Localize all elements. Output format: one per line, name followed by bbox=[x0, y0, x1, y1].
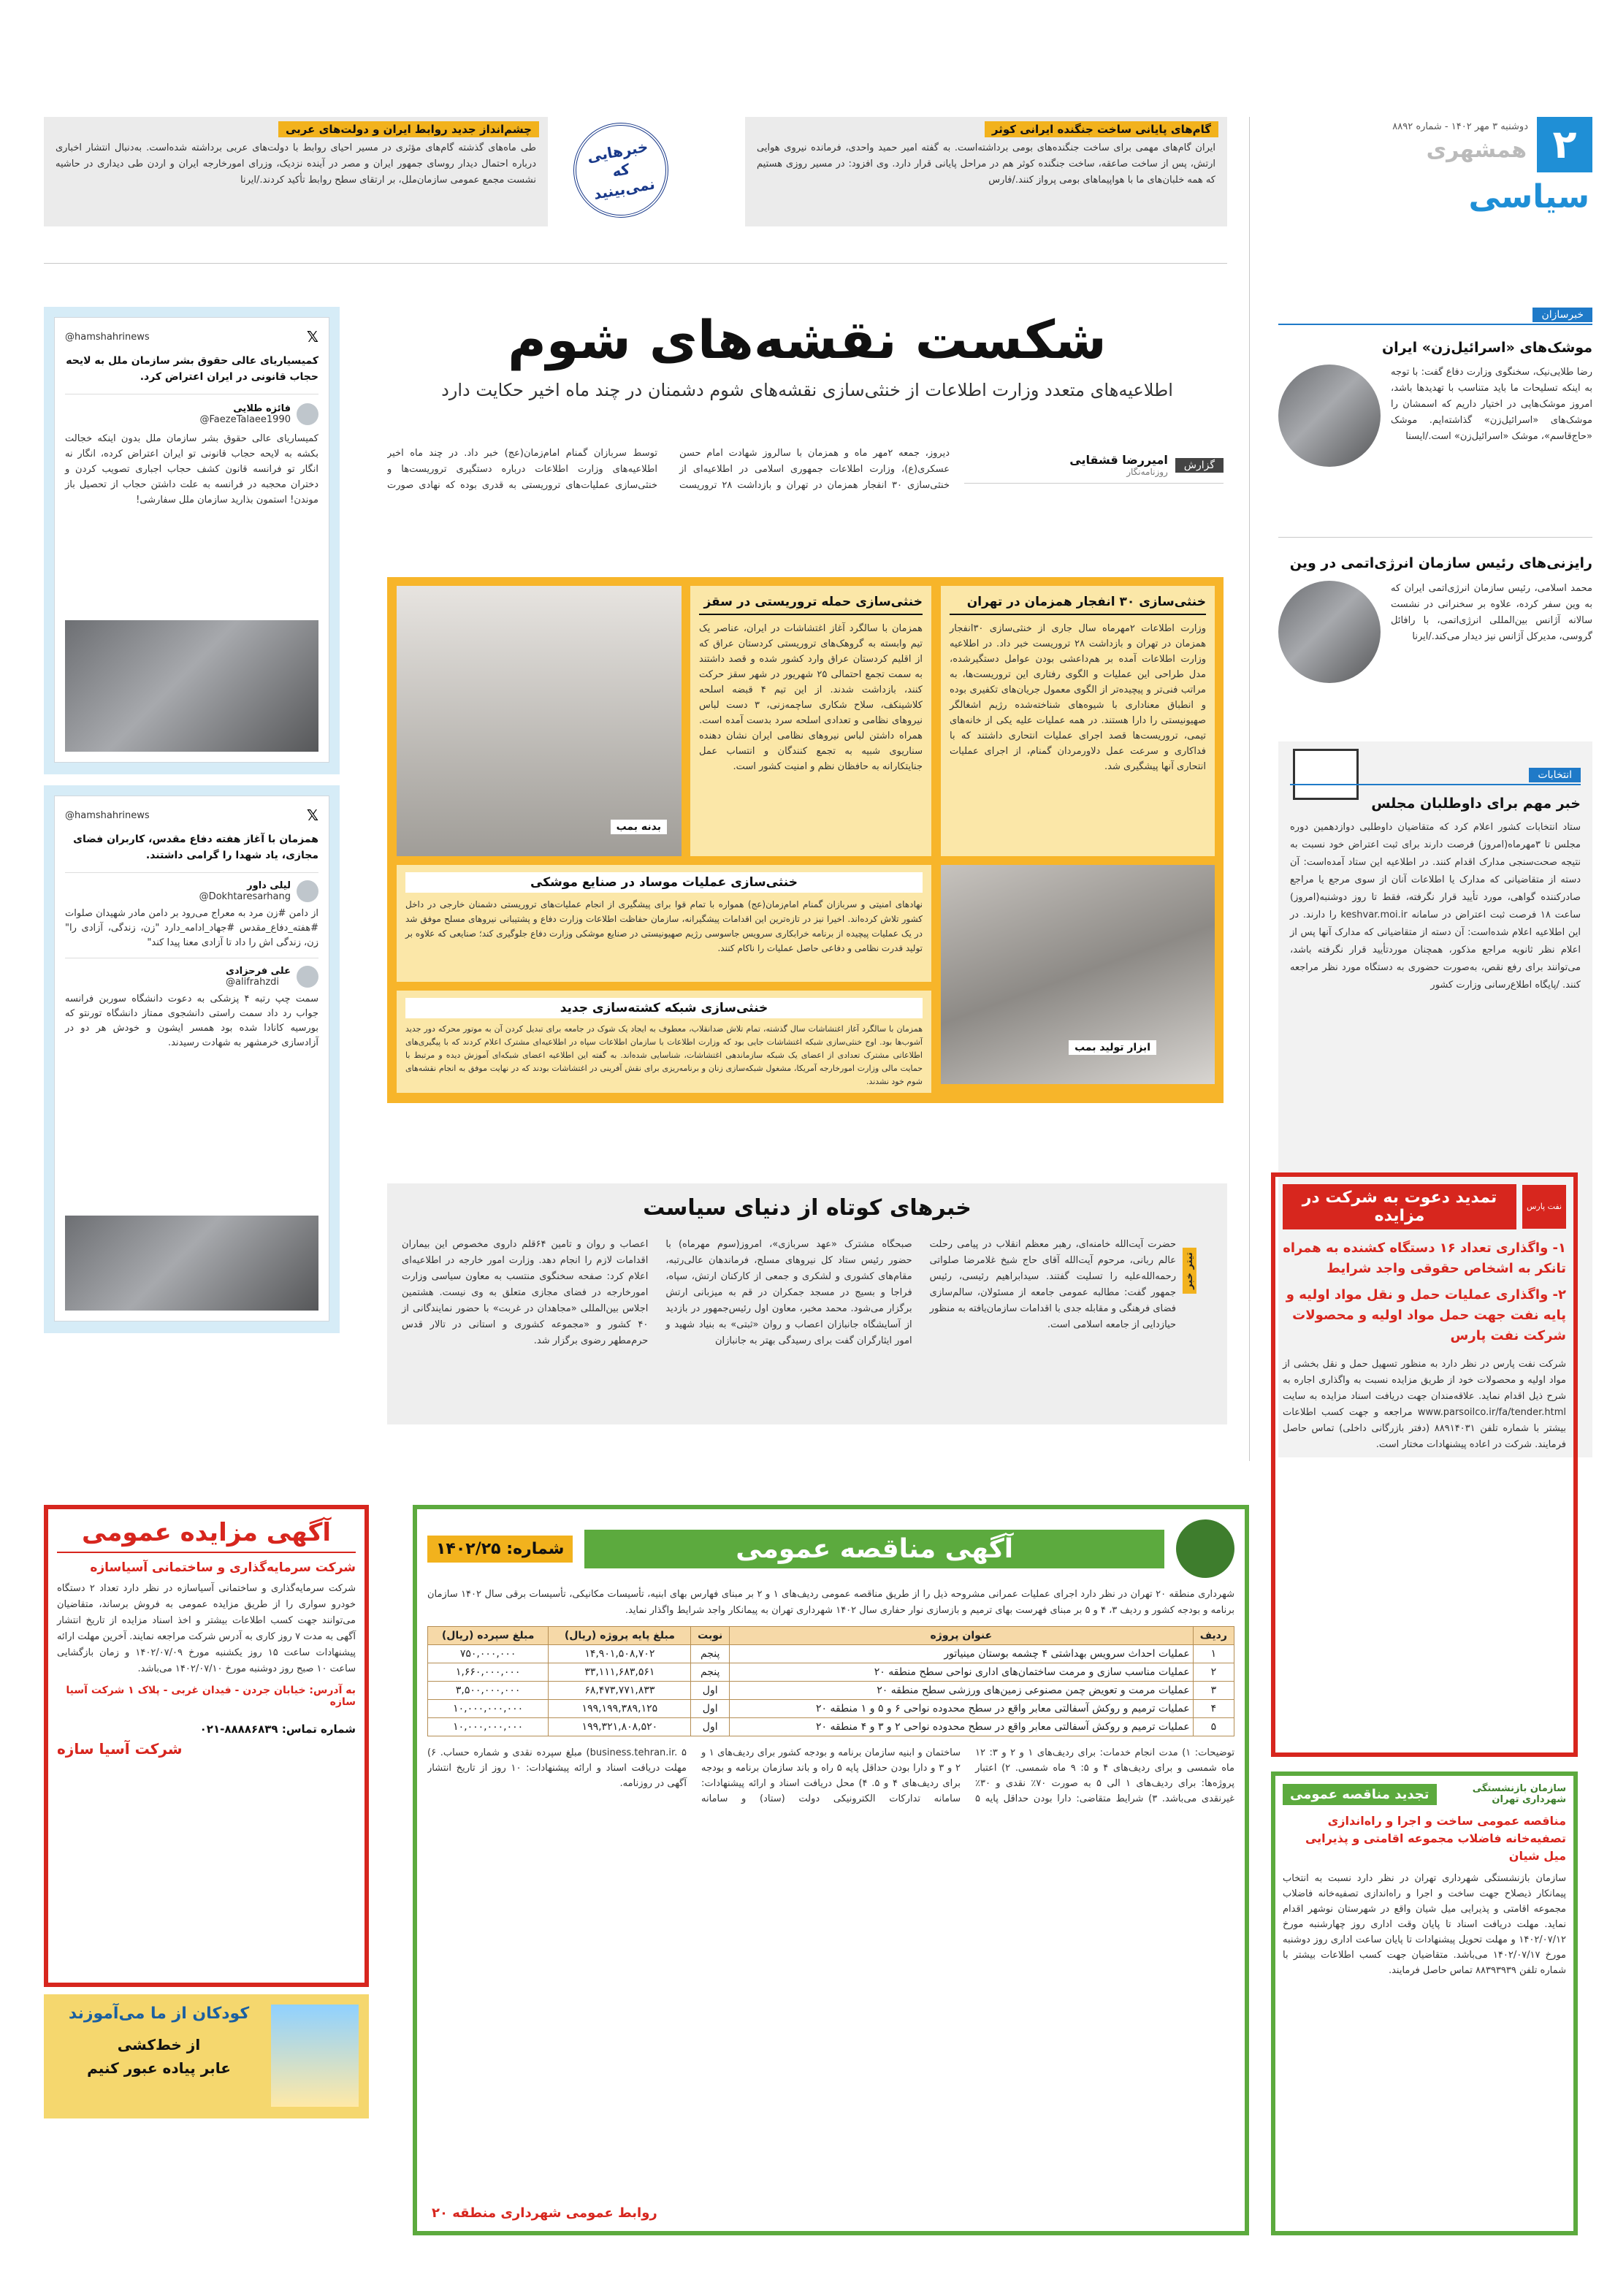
newspaper-name: همشهری bbox=[1426, 137, 1527, 163]
main-lead: دیروز، جمعه ۲مهر ماه و همزمان با سالروز شهادت امام حسن عسکری(ع)، وزارت اطلاعات جمهوری اسلامی در اطلاعیه‌ای از خنثی‌سازی ۳۰ انفجار همزمان در تهران و بازداشت ۲۸ تروریست توسط سربازان گمنام امام‌زمان(عج) خبر داد. در چند ماه اخیر اطلاعیه‌های وزارت اطلاعات درباره دستگیری تروریست‌ها و خنثی‌سازی عملیات‌های تروریستی به قدری بوده که نهادی صورت bbox=[387, 448, 950, 491]
report-box bbox=[964, 453, 1224, 541]
report-label: گزارش bbox=[1175, 458, 1224, 473]
cell: ۳۳,۱۱۱,۶۸۳,۵۶۱ bbox=[549, 1663, 691, 1682]
photo-caption-2: بدنه بمب bbox=[611, 820, 667, 834]
bomb-body-photo bbox=[397, 586, 682, 856]
top-news-right bbox=[745, 117, 1227, 226]
ad-right-item2: ۲- واگذاری عملیات حمل و نقل مواد اولیه و پایه نفت جهت حمل مواد اولیه و محصولات شرکت نفت پارس bbox=[1286, 1287, 1566, 1343]
table-row bbox=[428, 1682, 1234, 1700]
box2 bbox=[690, 586, 931, 856]
ad-green-title: آگهی مناقصه عمومی bbox=[584, 1530, 1164, 1568]
top-news-right-tag: گام‌های پایانی ساخت جنگنده ایرانی کوثر bbox=[985, 121, 1218, 137]
box1 bbox=[941, 586, 1215, 856]
tweet2-user1-handle[interactable]: @Dokhtaresarhang bbox=[199, 891, 291, 902]
cell: پنجم bbox=[691, 1645, 730, 1663]
ad-green2-subtitle: مناقصه عمومی ساخت و اجرا و راه‌اندازی تصفیه‌خانه فاضلاب مجموعه اقامتی و پذیرایی میل شیان bbox=[1305, 1814, 1566, 1863]
ad-red-footer: شرکت آسیا سازه bbox=[57, 1740, 183, 1758]
cell: ۲ bbox=[1193, 1663, 1234, 1682]
cell: ۵ bbox=[1193, 1718, 1234, 1736]
box4-title: خنثی‌سازی شبکه کشته‌سازی جدید bbox=[405, 998, 923, 1018]
cell: ۱,۶۶۰,۰۰۰,۰۰۰ bbox=[428, 1663, 549, 1682]
tweets-column-2 bbox=[44, 785, 340, 1333]
short-news-title: خبرهای کوتاه از دنیای سیاست bbox=[643, 1195, 972, 1221]
tweet2-title: همزمان با آغاز هفته دفاع مقدس، کاربران فضای مجازی، یاد شهدا را گرامی داشتند. bbox=[73, 834, 318, 861]
feature-box bbox=[387, 577, 1224, 1103]
box4-text: همزمان با سالگرد آغاز اغتشاشات سال گذشته، تمام تلاش ضدانقلاب، معطوف به ایجاد یک شوک در جامعه برای تبدیل کردن آن به موتور محرکه دور جدید آشوب‌ها بود. اوج خنثی‌سازی شبکه اغتشاشات جایی بود که وزارت اطلاعات با سازمان اطلاعات سپاه در اطلاعیه‌ای مشترک اعلام کردند که با پیگیری‌های اطلاعاتی مشترک تعدادی از اعضای یک شبکه سازماندهی اغتشاشات، شناسایی شده‌اند. به گفته این اطلاعیه اعضای شبکه‌ای آموزش دیده و مرتبط با حمایت مالی وزارت امورخارجه آمریکا، مشغول شبکه‌سازی زنان و برنامه‌ریزی برای نقش آفرینی در اغتشاشات بودند که در نهایت موفق به انجام نقشه‌های شوم خود نشدند. bbox=[405, 1024, 923, 1086]
tehran-municipality-logo bbox=[1176, 1519, 1234, 1578]
cell: ۱۴,۹۰۱,۵۰۸,۷۰۲ bbox=[549, 1645, 691, 1663]
stamp-text: خبرهایی که نمی‌بینید bbox=[585, 137, 657, 203]
ad-red-company: شرکت سرمایه‌گذاری و ساختمانی آسیاسازه bbox=[90, 1560, 356, 1575]
tweet-user-text: کمیساریای عالی حقوق بشر سازمان ملل بدون اینکه خجالت بکشه به لایحه حجاب قانونی تو ایران اعتراض کرده، انگار نه انگار تو فرانسه قانون کشف حجاب اجباری تصویب کردن و دختران محجبه در فرانسه به علت داشتن حجاب از تحصیل باز موندن! استمون بذارید سازمان ملل سفارشی! bbox=[65, 433, 318, 506]
cell: ۱۹۹,۳۲۱,۸۰۸,۵۲۰ bbox=[549, 1718, 691, 1736]
ad-green-notes: توضیحات: ۱) مدت انجام خدمات: برای ردیف‌های ۱ و ۲ و ۳: ۱۲ ماه شمسی و برای ردیف‌های ۴ و ۵: ۹ ماه شمسی. ۲) اعتبار پروژه‌ها: برای ردیف‌های ۱ الی ۵ به صورت ۷۰٪ نقدی و ۳۰٪ غیرنقدی می‌باشد. ۳) شرایط متقاضی: دارا بودن حداقل پایه ۵ ساختمان و ابنیه سازمان برنامه و بودجه کشور برای ردیف‌های ۱ و ۲ و ۳ و دارا بودن حداقل پایه ۵ راه و باند سازمان برنامه و بودجه برای ردیف‌های ۴ و ۵. ۴) محل دریافت اسناد و ارائه پیشنهادات: سامانه تدارکات الکترونیکی دولت (ستاد) و سامانه business.tehran.ir. ۵) مبلغ سپرده نقدی و شماره حساب. ۶) مهلت دریافت اسناد و ارائه پیشنهادات: ۱۰ روز از تاریخ انتشار آگهی در روزنامه. bbox=[427, 1747, 1234, 1804]
cell: عملیات ترمیم و روکش آسفالتی معابر واقع در سطح محدوده نواحی ۲ و ۳ و ۴ منطقه ۲۰ bbox=[729, 1718, 1193, 1736]
parsoil-logo: نفت پارس bbox=[1522, 1185, 1566, 1229]
x-logo-icon: 𝕏 bbox=[306, 328, 318, 346]
cell: پنجم bbox=[691, 1663, 730, 1682]
page-number: ۲ bbox=[1537, 117, 1592, 172]
table-row bbox=[428, 1663, 1234, 1682]
cell: ۳ bbox=[1193, 1682, 1234, 1700]
main-lead-visible bbox=[387, 446, 950, 453]
ad-right-body: شرکت نفت پارس در نظر دارد به منظور تسهیل حمل و نقل بخشی از مواد اولیه و محصولات خود از طریق مزایده نسبت به واگذاری اجاره به شرح ذیل اقدام نماید. علاقه‌مندان جهت دریافت اسناد مزایده به سایت www.parsoilco.ir/fa/tender.html مراجعه و جهت کسب اطلاعات بیشتر با شماره تلفن ۸۸۹۱۴۰۳۱ (دفتر بازرگانی داخلی) تماس حاصل فرمایند. شرکت در اعاده پیشنهادات مختار است. bbox=[1283, 1359, 1566, 1450]
sidebar-tag-elections: انتخابات bbox=[1529, 768, 1581, 782]
photo-caption-1: ابزار تولید بمب bbox=[1069, 1040, 1156, 1055]
box2-text: همزمان با سالگرد آغاز اغتشاشات در ایران، عناصر یک تیم وابسته به گروهک‌های تروریستی کردستان عراق که از اقلیم کردستان عراق وارد کشور شده و قصد داشتند به سمت تجمع احتمالی ۲۵ شهریور در شهر سقز حرکت کنند، بازداشت شدند. از این تیم ۴ قبضه اسلحه کلاشینکف، سلاح شکاری ساچمه‌زنی، ۳ دست لباس نیروهای نظامی و تعدادی اسلحه سرد بدست آمده است. همراه داشتن لباس نیروهای نظامی ایران نشان دهنده سناریوی شبیه به تجمع کنندگان و انتساب عمل جنایتکارانه به حافظان نظم و امنیت کشور است. bbox=[699, 623, 923, 772]
ad-right-title: تمدید دعوت به شرکت در مزایده bbox=[1283, 1184, 1516, 1229]
top-news-right-text: ایران گام‌های مهمی برای ساخت جنگنده‌های بومی برداشته‌است. به گفته امیر حمید واحدی، فرمانده نیروی هوایی ارتش، پس از ساخت صاعقه، ساخت جنگنده کوثر هم در مراحل پایانی قرار دارد. وی افزود: در مسیر روزی هستیم که همه خلبان‌های ما با هواپیماهای بومی پرواز کنند./فارس bbox=[757, 142, 1215, 186]
cell: اول bbox=[691, 1682, 730, 1700]
table-row bbox=[428, 1700, 1234, 1718]
box3-text: نهادهای امنیتی و سربازان گمنام امام‌زمان(عج) همواره با تمام قوا برای پیشگیری از انجام عملیات‌های تروریستی دشمنان خارجی در داخل کشور تلاش کرده‌اند. اخیرا نیز در تازه‌ترین این اقدامات پیشگیرانه، سازمان حفاظت اطلاعات وزارت دفاع و پشتیبانی نیروهای مسلح موفق شد در یک عملیات پیچیده از برنامه خرابکاری سرویس جاسوسی رژیم صهیونیستی در صنایع موشکی وزارت دفاع جلوگیری کند؛ صنایعی که علاوه بر تولید قدرت نظامی و دفاعی حاصل عملیات را ناکام کنند. bbox=[405, 899, 923, 953]
top-news-left bbox=[44, 117, 548, 226]
cell: عملیات مناسب سازی و مرمت ساختمان‌های اداری نواحی سطح منطقه ۲۰ bbox=[729, 1663, 1193, 1682]
cell: ۱۹۹,۱۹۹,۳۸۹,۱۲۵ bbox=[549, 1700, 691, 1718]
main-subhead: اطلاعیه‌های متعدد وزارت اطلاعات از خنثی‌سازی نقشه‌های شوم دشمنان در چند ماه اخیر حکایت دارد bbox=[441, 380, 1173, 400]
top-news-left-text: طی ماه‌های گذشته گام‌های مؤثری در مسیر احیای روابط با دولت‌های عربی برداشته شده‌است. به‌دنبال انتشار اخباری درباره احتمال دیدار روسای جمهور ایران و مصر در آینده نزدیک، وزرای امورخارجه ایران و اردن طی دیداری در حاشیه نشست مجمع عمومی سازمان‌ملل، بر ارتقای سطح روابط تأکید کردند./ایرنا bbox=[56, 142, 536, 186]
short-news bbox=[387, 1183, 1227, 1424]
box1-text: وزارت اطلاعات ۲مهرماه سال جاری از خنثی‌سازی ۳۰انفجار همزمان در تهران و بازداشت ۲۸ تروریست خبر داد. در اطلاعیه وزارت اطلاعات آمده بر هم‌داعشی بودن عوامل دستگیرشده، مدل طراحی این عملیات و الگوی رفتاری این تروریست‌ها، به مراتب فنی‌تر و پیچیده‌تر از الگوی معمول جریان‌های تکفیری بوده و انطباق معناداری با شیوه‌های شناخته‌شده رژیم اشغالگر صهیونیستی را دارا هستند. در همه عملیات علیه یکی از خانه‌های تیمی، تروریست‌ها قصد اجرای عملیات انتحاری داشتند که با فداکاری و سرعت عمل دلاورمردان گمنام، از اجرای عملیات انتحاری آنها پیشگیری شد. bbox=[950, 623, 1206, 772]
ad-red-title: آگهی مزایده عمومی bbox=[57, 1518, 356, 1553]
user-avatar bbox=[297, 403, 318, 425]
th-base-amount: مبلغ پایه پروژه (ریال) bbox=[549, 1627, 691, 1645]
cell: عملیات ترمیم و روکش آسفالتی معابر واقع در سطح محدوده نواحی ۶ و ۵ و ۱ منطقه ۲۰ bbox=[729, 1700, 1193, 1718]
cell: عملیات مرمت و تعویض چمن مصنوعی زمین‌های ورزشی سطح منطقه ۲۰ bbox=[729, 1682, 1193, 1700]
x-logo-icon: 𝕏 bbox=[306, 806, 318, 824]
th-deposit: مبلغ سپرده (ریال) bbox=[428, 1627, 549, 1645]
tweet2-user2-name: علی فرحزادی bbox=[226, 966, 291, 977]
ad-green-tender bbox=[413, 1505, 1249, 2235]
ad-green-body: شهرداری منطقه ۲۰ تهران در نظر دارد اجرای عملیات عمرانی مشروحه ذیل را از طریق مناقصه عمومی ردیف‌های ۱ و ۲ بر مبنای فهارس بهای ابنیه، تأسیسات مکانیکی، تأسیسات برقی سال ۱۴۰۲ سازمان برنامه و بودجه کشور و ردیف ۳، ۴ و ۵ بر مبنای فهرست بهای ترمیم و بازسازی نوار حفاری سال ۱۴۰۲ شهرداری تهران به پیمانکار واجد شرایط واگذار نماید. bbox=[427, 1589, 1234, 1616]
ad-kids-title: کودکان از ما می‌آموزند bbox=[68, 2005, 250, 2023]
cell: ۱۰,۰۰۰,۰۰۰,۰۰۰ bbox=[428, 1718, 549, 1736]
ad-kids bbox=[44, 1994, 369, 2118]
cell: عملیات احداث سرویس بهداشتی ۴ چشمه بوستان مینیاتور bbox=[729, 1645, 1193, 1663]
sidebar-item1-photo bbox=[1278, 365, 1381, 467]
box2-title: خنثی‌سازی حمله تروریستی در سقز bbox=[699, 595, 923, 615]
tender-table bbox=[427, 1626, 1234, 1736]
ad-red-address: به آدرس: خیابان جردن - فیدان غربی - پلاک ۱ شرکت آسیا سازه bbox=[66, 1685, 356, 1708]
box3-title: خنثی‌سازی عملیات موساد در صنایع موشکی bbox=[405, 872, 923, 893]
cell: ۷۵۰,۰۰۰,۰۰۰ bbox=[428, 1645, 549, 1663]
short-news-col3: اعصاب و روان و تامین ۶۴قلم داروی مخصوص این بیماران اقدامات لازم را انجام دهد. وزارت امور خارجه در اطلاعیه‌ای اعلام کرد: صفحه سخنگوی منتسب به معاون سیاسی وزارت امورخارجه در فضای مجازی متعلق به وی نیست. هشتمین اجلاس بین‌المللی «مجاهدان در غربت» با حضور نمایندگانی از ۴۰ کشور و «مجموعه کشوری و استانی در تالار قدس حرم‌مطهر رضوی برگزار شد. bbox=[402, 1239, 649, 1346]
tweet-card-1 bbox=[54, 317, 329, 763]
box1-title: خنثی‌سازی ۳۰ انفجار همزمان در تهران bbox=[950, 595, 1206, 615]
tweet-user-handle[interactable]: @FaezeTalaee1990 bbox=[199, 414, 291, 425]
sidebar-item1-title: موشک‌های «اسرائیل‌زن» ایران bbox=[1381, 340, 1592, 356]
table-row bbox=[428, 1718, 1234, 1736]
sidebar-item2-photo bbox=[1278, 581, 1381, 683]
cell: ۱ bbox=[1193, 1645, 1234, 1663]
ad-green2-tender bbox=[1271, 1771, 1578, 2235]
ad-red-body: شرکت سرمایه‌گذاری و ساختمانی آسیاسازه در نظر دارد تعداد ۲ دستگاه خودرو سواری را از طریق مزایده عمومی به فروش برساند، متقاضیان می‌توانند جهت کسب اطلاعات بیشتر و اخذ اسناد مزایده از تاریخ انتشار آگهی به مدت ۷ روز کاری به آدرس شرکت مراجعه نمایند. آخرین مهلت ارائه پیشنهادات ساعت ۱۵ روز یکشنبه مورخ ۱۴۰۲/۰۷/۰۹ و زمان بازگشایی ساعت ۱۰ صبح روز دوشنبه مورخ ۱۴۰۲/۰۷/۱۰ می‌باشد. bbox=[57, 1583, 356, 1674]
box3 bbox=[397, 865, 931, 982]
ad-red-auction bbox=[44, 1505, 369, 1987]
tender-table-header bbox=[428, 1627, 1234, 1645]
sidebar-item2-title: رایزنی‌های رئیس سازمان انرژی‌اتمی در وین bbox=[1289, 555, 1592, 571]
tweet2-photo bbox=[65, 1216, 318, 1311]
sidebar-item3-title: خبر مهم برای داوطلبان مجلس bbox=[1371, 796, 1581, 812]
tweet-photo bbox=[65, 620, 318, 752]
th-row: ردیف bbox=[1193, 1627, 1234, 1645]
ad-right-tender bbox=[1271, 1172, 1578, 1757]
ad-green-footer: روابط عمومی شهرداری منطقه ۲۰ bbox=[432, 2205, 657, 2221]
top-news-left-tag: چشم‌انداز جدید روابط ایران و دولت‌های عربی bbox=[278, 121, 539, 137]
sidebar-item1-text: رضا طلایی‌نیک، سخنگوی وزارت دفاع گفت: با توجه به اینکه تسلیحات ما باید متناسب با تهدیدها باشد، امروز موشک‌هایی در اختیار داریم که اسمشان را موشک‌های «اسرائیل‌زن» گذاشته‌ایم. موشک «حاج‌قاسم»، موشک «اسرائیل‌زن» است./ایسنا bbox=[1391, 367, 1592, 442]
tweet-title: کمیسیاریای عالی حقوق بشر سازمان ملل به لایحه حجاب قانونی در ایران اعتراض کرد. bbox=[66, 355, 318, 383]
cell: ۶۸,۴۷۳,۷۷۱,۸۳۳ bbox=[549, 1682, 691, 1700]
kids-illustration bbox=[271, 2005, 359, 2107]
tweet2-user1-name: لیلی داور bbox=[247, 880, 291, 891]
ad-green2-body: سازمان بازنشستگی شهرداری تهران در نظر دارد نسبت به انتخاب پیمانکار ذیصلاح جهت ساخت و اجرا و راه‌اندازی تصفیه‌خانه فاضلاب مجموعه اقامتی و پذیرایی میل شیان واقع در شهرستان نوشهر اقدام نماید. مهلت دریافت اسناد تا پایان وقت اداری روز چهارشنبه مورخ ۱۴۰۲/۰۷/۱۲ و مهلت تحویل پیشنهادات تا پایان ساعت اداری روز دوشنبه مورخ ۱۴۰۲/۰۷/۱۷ می‌باشد. متقاضیان جهت کسب اطلاعات بیشتر با شماره تلفن ۸۸۳۹۳۹۳۹ تماس حاصل فرمایند. bbox=[1283, 1873, 1566, 1976]
short-news-col1: حضرت آیت‌الله خامنه‌ای، رهبر معظم انقلاب در پیامی رحلت عالم ربانی، مرحوم آیت‌الله آقای حاج شیخ غلامرضا صلواتی رحمه‌الله‌علیه را تسلیت گفتند. سیدابراهیم رئیسی، رئیس جمهور گفت: مطالبه عمومی جامعه از مسئولان، سالم‌سازی فضای فرهنگی و مقابله جدی با اقدامات سازمان‌یافته به منظور حیازدایی از جامعه اسلامی است. bbox=[929, 1239, 1176, 1330]
sidebar-tag-newsmakers: خبرسازان bbox=[1278, 303, 1592, 325]
ad-right-item1: ۱- واگذاری تعداد ۱۶ دستگاه کشنده به همراه تانکر به اشخاص حقوقی واجد شرایط bbox=[1283, 1240, 1566, 1276]
short-news-col2: صبحگاه مشترک «عهد سربازی»، امروز(سوم مهرماه) با حضور رئیس ستاد کل نیروهای مسلح، فرماندهان عالی‌رتبه، مقام‌های کشوری و لشکری و جمعی از کارکنان ارتش، سپاه، فراجا و بسیج در مسجد جمکران در قم به میزبانی ارتش برگزار می‌شود. محمد مخبر، معاون اول رئیس‌جمهور در بازدید از آسایشگاه جانبازان اعصاب و روان «ثبتی» به بنیاد شهید و امور ایثارگران گفت برای رسیدگی بهتر به جانبازان bbox=[665, 1239, 912, 1346]
table-row bbox=[428, 1645, 1234, 1663]
box4 bbox=[397, 991, 931, 1093]
stamp bbox=[555, 115, 687, 225]
ad-green-number: شماره: ۱۴۰۲/۲۵ bbox=[427, 1536, 573, 1563]
ad-red-phone: شماره تماس: ۸۸۸۸۶۸۳۹-۰۲۱ bbox=[199, 1723, 356, 1736]
cell: ۴ bbox=[1193, 1700, 1234, 1718]
tweet2-user1-text: از دامن #زن مرد به معراج می‌رود بر دامن مادر شهیدان صلوات #هفته_دفاع_مقدس #جهاد_ادامه_دارد "زن، زندگی، آزادی را" زن، زندگی اش را داد تا آزادی معنا پیدا کند" bbox=[65, 908, 318, 948]
ad-kids-line1: از خط‌کشی bbox=[117, 2036, 201, 2053]
tweet2-user2-text: سمت چپ رتبه ۴ پزشکی به دعوت دانشگاه سوربن فرانسه جواب رد داد سمت راستی دانشجوی ممتاز دانشگاه تورنتو که بورسیه کانادا شده بود همسر ایشون و خودش هر دو در آزادسازی خرمشهر به شهادت رسیدند. bbox=[65, 993, 318, 1048]
ad-kids-line2: عابر پیاده عبور کنیم bbox=[87, 2059, 231, 2077]
bomb-tools-photo bbox=[941, 865, 1215, 1084]
short-news-label: تیتر خبر bbox=[1183, 1248, 1196, 1294]
tweet-card-2 bbox=[54, 796, 329, 1321]
tweets-column-1 bbox=[44, 307, 340, 774]
masthead bbox=[1392, 117, 1607, 216]
date-line: دوشنبه ۳ مهر ۱۴۰۲ - شماره ۸۸۹۲ bbox=[1392, 121, 1528, 132]
tweet2-user2-handle[interactable]: @alifrahzdi bbox=[226, 977, 280, 988]
main-headline: شکست نقشه‌های شوم bbox=[508, 309, 1107, 370]
tweet-user-name: فائزه طلایی bbox=[233, 403, 291, 414]
cell: ۳,۵۰۰,۰۰۰,۰۰۰ bbox=[428, 1682, 549, 1700]
author-name: امیررضا قشقایی bbox=[1069, 453, 1168, 467]
th-round: نوبت bbox=[691, 1627, 730, 1645]
stamp-circle bbox=[566, 115, 676, 226]
th-title: عنوان پروژه bbox=[729, 1627, 1193, 1645]
tweet2-handle[interactable]: @hamshahrinews bbox=[65, 809, 150, 821]
cell: ۱۰,۰۰۰,۰۰۰,۰۰۰ bbox=[428, 1700, 549, 1718]
user-avatar bbox=[297, 966, 318, 988]
ad-green2-title: تجدید مناقصه عمومی bbox=[1283, 1784, 1437, 1805]
sidebar-item2-text: محمد اسلامی، رئیس سازمان انرژی‌اتمی ایران که به وین سفر کرده، علاوه بر سخنرانی در نشست سالانه آژانس بین‌المللی انرژی‌اتمی، با رافائل گروسی، مدیرکل آژانس نیز دیدار می‌کند./ایرنا bbox=[1391, 583, 1592, 642]
author-role: روزنامه‌نگار bbox=[1126, 467, 1168, 477]
user-avatar bbox=[297, 880, 318, 902]
cell: اول bbox=[691, 1718, 730, 1736]
cell: اول bbox=[691, 1700, 730, 1718]
sidebar-item3-text: ستاد انتخابات کشور اعلام کرد که متقاضیان داوطلبی دوازدهمین دوره مجلس تا ۳مهرماه(امروز) فرصت دارند برای ثبت اعتراض خود نسبت به نتیجه صحت‌سنجی مدارک اقدام کنند. در اطلاعیه این ستاد آمده‌است: آن دسته از متقاضیانی که مدارک یا اطلاعات آنان از سوی مرجع یا مراجع صادرکننده گواهی، مورد تأیید قرار نگرفته، فقط تا روز دوشنبه(امروز) ساعت ۱۸ فرصت ثبت اعتراض در سامانه keshvar.moi.ir را دارند. در این اطلاعیه اعلام شده‌است: آن دسته از متقاضیانی که مدارک آنها پس از اعلام نظر ثانویه مراجع مذکور، همچنان موردتأیید قرار نگرفته باشد، می‌توانند برای رفع نقص، به‌صورت حضوری به دستگاه مورد نظر مراجعه کنند. /پایگاه اطلاع‌رسانی وزارت کشور bbox=[1290, 822, 1581, 991]
section-title: سیاسی bbox=[1468, 178, 1589, 216]
tweet-handle[interactable]: @hamshahrinews bbox=[65, 331, 150, 343]
ad-green2-org: سازمان بازنشستگی شهرداری تهران bbox=[1472, 1783, 1566, 1805]
